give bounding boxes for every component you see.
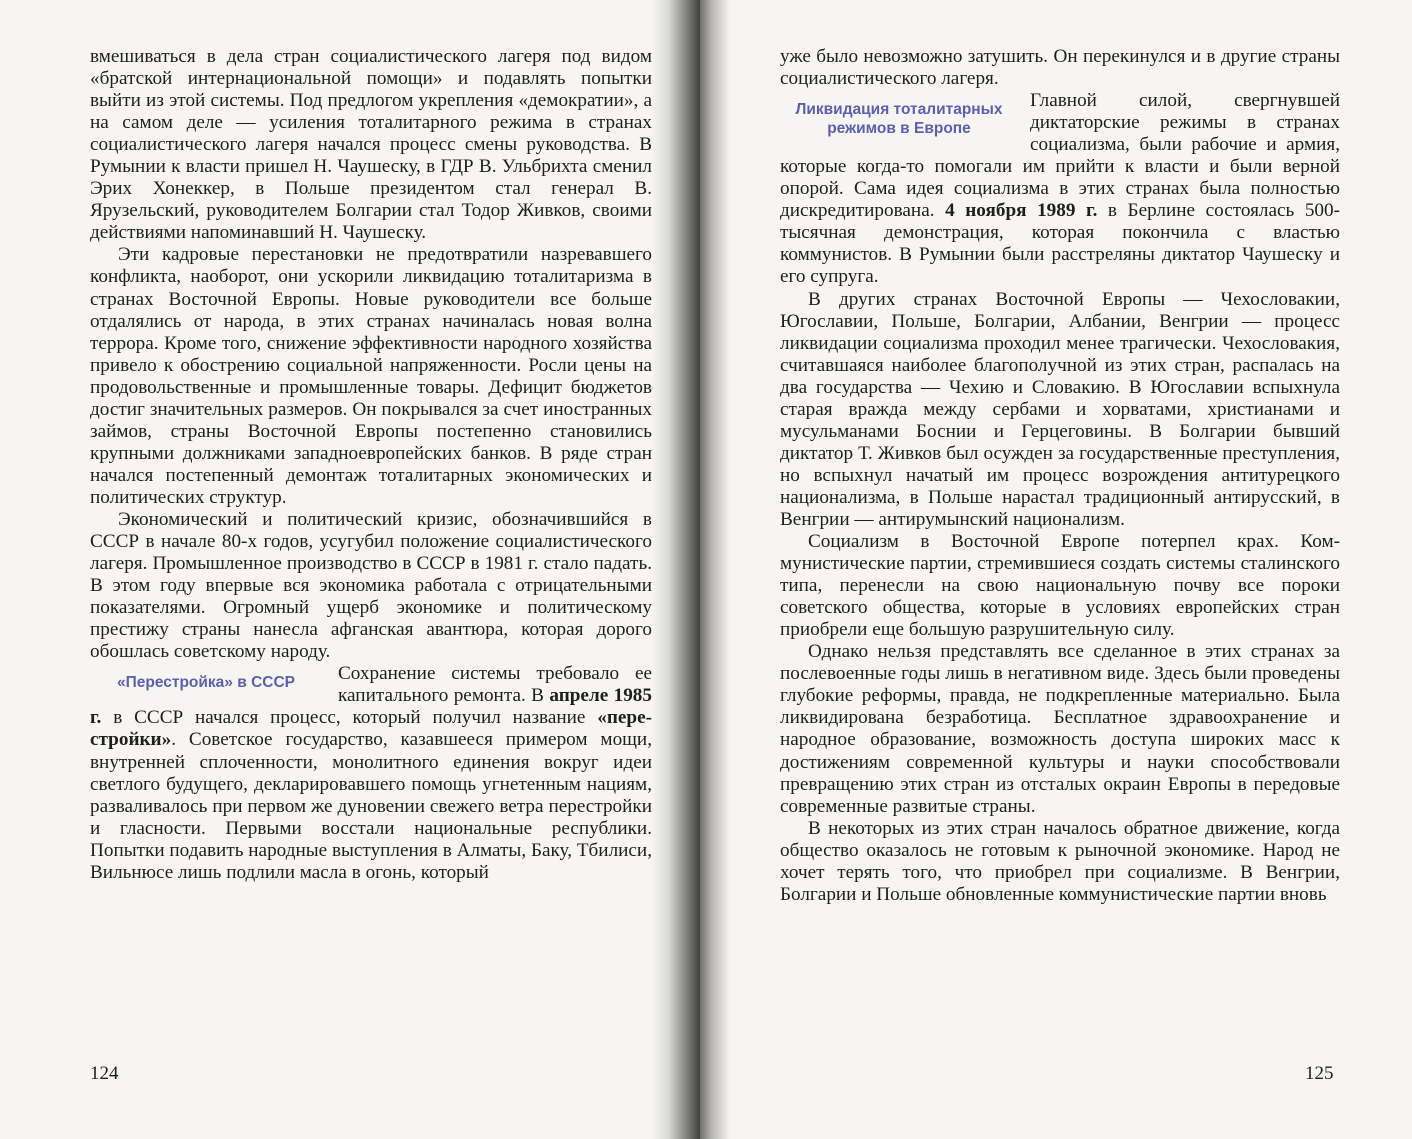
section-text: . Советское государство, казавшееся примером мощи, внутренней сплоченности, монолитного единения вокруг идеи светлого будущего, декларировавшего помощь угнетенным нациям, разваливалось при первом же дуновении свежего ветра перестройки и гласности. Первыми восстали национальные республики. Попытки подавить народные выступления в Алматы, Баку, Тбилиси, Вильнюсе лишь подлили масла в огонь, который bbox=[90, 729, 652, 883]
left-page bbox=[0, 0, 700, 1139]
section-text: в СССР начался процесс, который получил название bbox=[101, 707, 598, 729]
paragraph: вмешиваться в дела стран социалистического лагеря под видом «братской интернациональной помощи» и подавлять попытки выйти из этой системы. Под предлогом укрепления «демократии», а на самом деле — усиления тоталитарного режима в странах социалистического лагеря начался процесс смены руководства. В Румынии к власти пришел Н. Чаушеску, в ГДР В. Ульбрихта сменил Эрих Хонеккер, в Польше президентом стал генерал В. Ярузельский, руководителем Болгарии стал Тодор Живков, своими действиями напоминавший Н. Чаушеску. bbox=[90, 46, 652, 244]
gutter-shadow bbox=[700, 0, 730, 1139]
paragraph: Социализм в Восточной Европе потерпел крах. Коммунистические партии, стремившиеся создать системы сталинского типа, перенесли на свою национальную почву все пороки советского общества, которые в условиях европейских стран приобрели еще большую разрушительную силу. bbox=[780, 531, 1340, 641]
bold-term: «перестройки» bbox=[90, 707, 652, 751]
section-heading: Ликвидация тоталитарных режимов в Европе bbox=[795, 101, 1003, 138]
paragraph: Однако нельзя представлять все сделанное в этих странах за послевоенные годы лишь в негативном виде. Здесь были проведены глубокие реформы, правда, не подкрепленные материально. Была ликвидирована безработица. Бесплатное здравоохранение и народное образование, возможность доступа широких масс к достижениям современной культуры и науки способствовали превращению этих стран из отсталых окраин Европы в передовые современные развитые страны. bbox=[780, 641, 1340, 817]
bold-date: апреле 1985 г. bbox=[90, 685, 652, 729]
section-paragraph bbox=[780, 90, 1340, 288]
bold-date: 4 ноября 1989 г. bbox=[945, 200, 1098, 222]
paragraph: В некоторых из этих стран началось обратное движение, когда общество оказалось не готовым к рыночной экономике. Народ не хочет терять того, что приобрел при социализме. В Венгрии, Болгарии и Польше обновленные коммунистические партии вновь bbox=[780, 817, 1340, 905]
paragraph: В других странах Восточной Европы — Чехословакии, Югославии, Польше, Болгарии, Албании, Венгрии — процесс ликвидации социализма проходил менее трагически. Чехословакия, считавшаяся наиболее благополучной из этих стран, распалась на два государства — Чехию и Словакию. В Югославии вспыхнула старая вражда между сербами и хорватами, христианами и мусульманами Боснии и Герцеговины. В Болгарии бывший диктатор Т. Живков был осужден за государственные преступления, но вспыхнул начатый им процесс возрождения антитурецкого национализма, в Польше нарастал традиционный антирусский, в Венгрии — антирумынский национализм. bbox=[780, 288, 1340, 530]
paragraph: уже было невозможно затушить. Он перекинулся и в другие страны социалистического лагеря. bbox=[780, 46, 1340, 90]
section-text: в Берлине состоялась 500-тысячная демонстрация, которая покончила с властью коммунистов. В Румынии были расстреляны диктатор Чаушеску и его супруга. bbox=[780, 200, 1340, 288]
section-text: Главной силой, свергнувшей диктаторские режимы в странах социализма, были рабочие и армия, которые когда-то помогали им прийти к власти и были верной опорой. Сама идея социализма в этих странах была полностью дискредитирована. bbox=[780, 90, 1340, 222]
page-number: 125 bbox=[1305, 1063, 1334, 1084]
section-paragraph bbox=[90, 663, 652, 883]
section-text: Сохранение системы требовало ее капитального ремонта. В bbox=[338, 663, 652, 707]
page-number: 124 bbox=[90, 1063, 119, 1084]
section-heading: «Перестройка» в СССР bbox=[116, 674, 295, 692]
paragraph: Экономический и политический кризис, обозначившийся в СССР в начале 80-х годов, усугубил положение социалистического лагеря. Промышленное производство в СССР в 1981 г. стало падать. В этом году впервые вся экономика работала с отрицательными показателями. Огромный ущерб экономике и политическому престижу страны нанесла афганская авантюра, которая дорого обошлась советскому народу. bbox=[90, 508, 652, 663]
gutter-shadow bbox=[652, 0, 700, 1139]
paragraph: Эти кадровые перестановки не предотвратили назревавшего конфликта, наоборот, они ускорили ликвидацию тоталитаризма в странах Восточной Европы. Новые руководители все больше отдалялись от народа, в этих странах начиналась новая волна террора. Кроме того, снижение эффективности народного хозяйства привело к обострению социальной напряженности. Росли цены на продовольственные и промышленные товары. Дефицит бюджетов достиг значительных размеров. Он покрывался за счет иностранных займов, страны Восточной Европы постепенно становились крупными должниками западноевропейских банков. В ряде стран начался постепенный демонтаж тоталитарных экономических и политических структур. bbox=[90, 244, 652, 508]
right-page-text bbox=[780, 46, 1340, 906]
right-page bbox=[700, 0, 1412, 1139]
left-page-text bbox=[90, 46, 652, 884]
